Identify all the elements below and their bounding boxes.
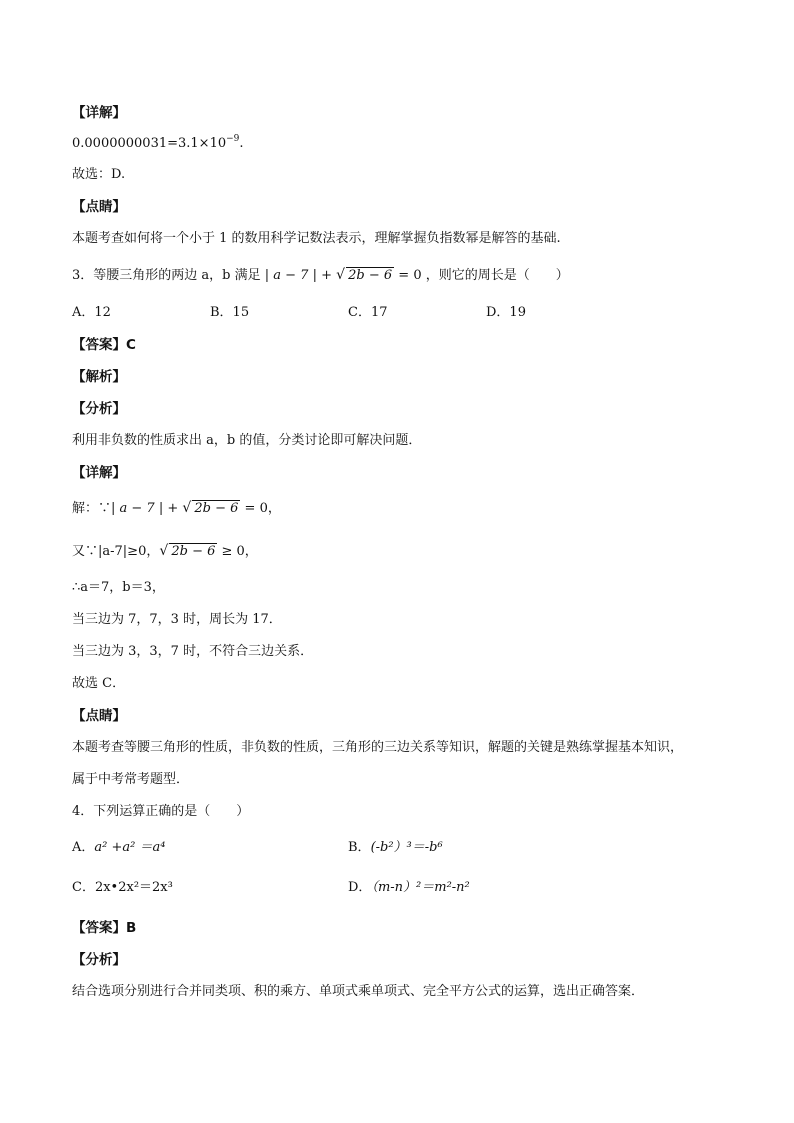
q3-analysis-heading: 【解析】 xyxy=(72,369,126,385)
q3-step-1-sqrt: √ 2b − 6 xyxy=(182,500,239,516)
q3-step-3: ∴a＝7，b＝3， xyxy=(72,580,165,595)
q3-option-a: A．12 xyxy=(72,305,111,320)
q4-option-c-expr: 2x•2x²＝2x³ xyxy=(94,880,173,895)
q3-stem-eq: = 0 xyxy=(394,268,422,283)
q3-step-1-prefix: 解：∵ xyxy=(72,501,112,516)
q2-comment-text: 本题考查如何将一个小于 1 的数用科学记数法表示，理解掌握负指数幂是解答的基础. xyxy=(72,231,561,246)
q3-step-4: 当三边为 7，7，3 时，周长为 17． xyxy=(72,612,282,627)
q3-step-1-abs: | a − 7 | + xyxy=(111,501,183,516)
q4-option-b-expr: (-b²）³＝-b⁶ xyxy=(370,840,443,855)
q3-stem-sqrt: √ 2b − 6 xyxy=(336,267,393,283)
q2-detail-equation xyxy=(72,134,244,154)
q3-comment-line-1: 本题考查等腰三角形的性质，非负数的性质，三角形的三边关系等知识，解题的关键是熟练掌握基本知识， xyxy=(72,740,684,755)
q4-option-a-expr: a² +a² ＝a⁴ xyxy=(94,840,166,855)
q4-option-b xyxy=(348,838,443,858)
q4-option-a xyxy=(72,838,165,858)
q3-comment-line-2: 属于中考常考题型． xyxy=(72,772,190,787)
q4-option-c-label: C． xyxy=(72,880,95,895)
q3-step-2 xyxy=(72,542,258,562)
q3-step-2-radicand: 2b − 6 xyxy=(171,544,216,559)
q2-detail-heading: 【详解】 xyxy=(72,105,126,121)
q4-option-d-expr: （m-n）²＝m²-n² xyxy=(371,880,470,895)
q3-step-6: 故选 C． xyxy=(72,676,126,691)
q2-detail-lhs: 0.0000000031=3.1×10 xyxy=(72,136,227,151)
q3-fenxi-text: 利用非负数的性质求出 a，b 的值，分类讨论即可解决问题． xyxy=(72,433,422,448)
q3-option-c: C．17 xyxy=(348,305,388,320)
q3-step-2-prefix: 又∵|a-7|≥0， xyxy=(72,544,160,559)
q4-fenxi-heading: 【分析】 xyxy=(72,952,126,968)
q2-answer-line: 故选：D. xyxy=(72,167,126,182)
q4-option-d-label: D． xyxy=(348,880,372,895)
q3-step-2-sqrt: √ 2b − 6 xyxy=(159,543,216,559)
q2-detail-tail: . xyxy=(239,136,244,151)
q2-comment-heading: 【点睛】 xyxy=(72,199,126,215)
q3-step-1-radicand: 2b − 6 xyxy=(194,501,239,516)
q3-fenxi-heading: 【分析】 xyxy=(72,401,126,417)
q2-detail-exponent: −9 xyxy=(226,134,240,144)
q3-detail-heading: 【详解】 xyxy=(72,465,126,481)
q4-option-b-label: B． xyxy=(348,840,371,855)
q4-answer: 【答案】B xyxy=(72,920,137,936)
q3-stem-suffix: ，则它的周长是（ ） xyxy=(425,268,569,283)
q4-option-c xyxy=(72,878,173,898)
q3-step-5: 当三边为 3，3，7 时，不符合三边关系． xyxy=(72,644,314,659)
q4-stem: 4．下列运算正确的是（ ） xyxy=(72,804,250,819)
q3-stem-prefix: 3．等腰三角形的两边 a，b 满足 xyxy=(72,268,261,283)
q4-option-d xyxy=(348,878,470,898)
q3-stem-radicand: 2b − 6 xyxy=(348,268,393,283)
q3-step-2-tail: ≥ 0， xyxy=(217,544,258,559)
q3-answer: 【答案】C xyxy=(72,337,136,353)
q4-option-a-label: A． xyxy=(72,840,95,855)
q3-step-1 xyxy=(72,499,281,519)
q4-fenxi-text: 结合选项分别进行合并同类项、积的乘方、单项式乘单项式、完全平方公式的运算，选出正确答案． xyxy=(72,984,645,999)
q3-option-d: D．19 xyxy=(486,305,526,320)
q3-stem-abs: | a − 7 | + xyxy=(264,268,337,283)
q3-stem xyxy=(72,266,569,286)
q3-comment-heading: 【点睛】 xyxy=(72,708,126,724)
q3-option-b: B．15 xyxy=(210,305,250,320)
q3-step-1-tail: = 0， xyxy=(240,501,281,516)
